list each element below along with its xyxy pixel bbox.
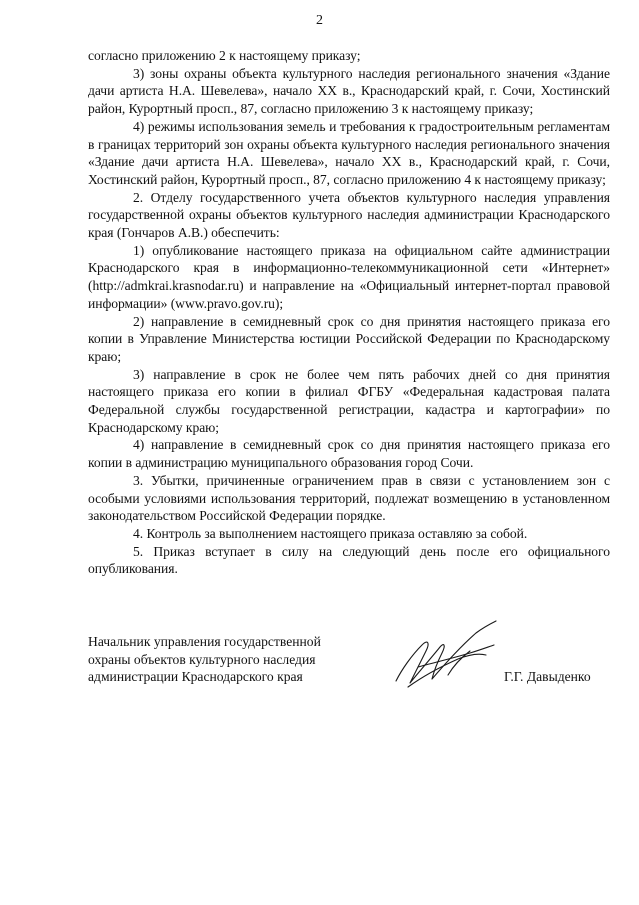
paragraph-item-4-land-use-regimes: 4) режимы использования земель и требования к градостроительным регламентам в границах территорий зон охраны объекта культурного наследия регионального значения «Здание дачи артиста Н.А. Шевелева», начало XX в., Краснодарский край, г. Сочи, Хостинский район, Курортный просп., 87, согласно приложению 4 к настоящему приказу; — [88, 118, 610, 187]
paragraph-section-3-losses: 3. Убытки, причиненные ограничением прав в связи с установлением зон с особыми условиями использования территорий, подлежат возмещению в установленном законодательством Российской Федерации порядке. — [88, 472, 610, 524]
document-body — [88, 47, 610, 578]
signatory-title-line: администрации Краснодарского края — [88, 669, 303, 685]
paragraph-continuation: согласно приложению 2 к настоящему приказу; — [88, 48, 361, 63]
signatory-title — [88, 633, 378, 686]
signatory-title-line: охраны объектов культурного наследия — [88, 651, 316, 667]
page-number: 2 — [316, 13, 323, 28]
paragraph-item-3-protection-zones: 3) зоны охраны объекта культурного наследия регионального значения «Здание дачи артиста Н.А. Шевелева», начало XX в., Краснодарский край, г. Сочи, Хостинский район, Курортный просп., 87, согласно приложению 3 к настоящему приказу; — [88, 65, 610, 117]
handwritten-signature — [388, 617, 500, 697]
signatory-title-line: Начальник управления государственной — [88, 634, 321, 649]
paragraph-section-4-control: 4. Контроль за выполнением настоящего приказа оставляю за собой. — [133, 525, 528, 541]
paragraph-section-5-entry-into-force: 5. Приказ вступает в силу на следующий день после его официального опубликования. — [88, 543, 610, 577]
paragraph-subitem-4-sochi-administration: 4) направление в семидневный срок со дня принятия настоящего приказа его копии в администрацию муниципального образования город Сочи. — [88, 437, 610, 471]
paragraph-subitem-1-publication: 1) опубликование настоящего приказа на официальном сайте администрации Краснодарского края в информационно-телекоммуникационной сети «Интернет» (http://admkrai.krasnodar.ru) и направление на «Официальный интернет-портал правовой информации» (www.pravo.gov.ru); — [88, 242, 610, 311]
paragraph-section-2: 2. Отделу государственного учета объектов культурного наследия управления государственной охраны объектов культурного наследия администрации Краснодарского края (Гончаров А.В.) обеспечить: — [88, 189, 610, 241]
paragraph-subitem-3-cadastral-chamber: 3) направление в срок не более чем пять рабочих дней со дня принятия настоящего приказа его копии в филиал ФГБУ «Федеральная кадастровая палата Федеральной службы государственной регистрации, кадастра и картографии» по Краснодарскому краю; — [88, 366, 610, 435]
signatory-name: Г.Г. Давыденко — [504, 669, 591, 684]
paragraph-subitem-2-ministry-of-justice: 2) направление в семидневный срок со дня принятия настоящего приказа его копии в Управление Министерства юстиции Российской Федерации по Краснодарскому краю; — [88, 313, 610, 364]
